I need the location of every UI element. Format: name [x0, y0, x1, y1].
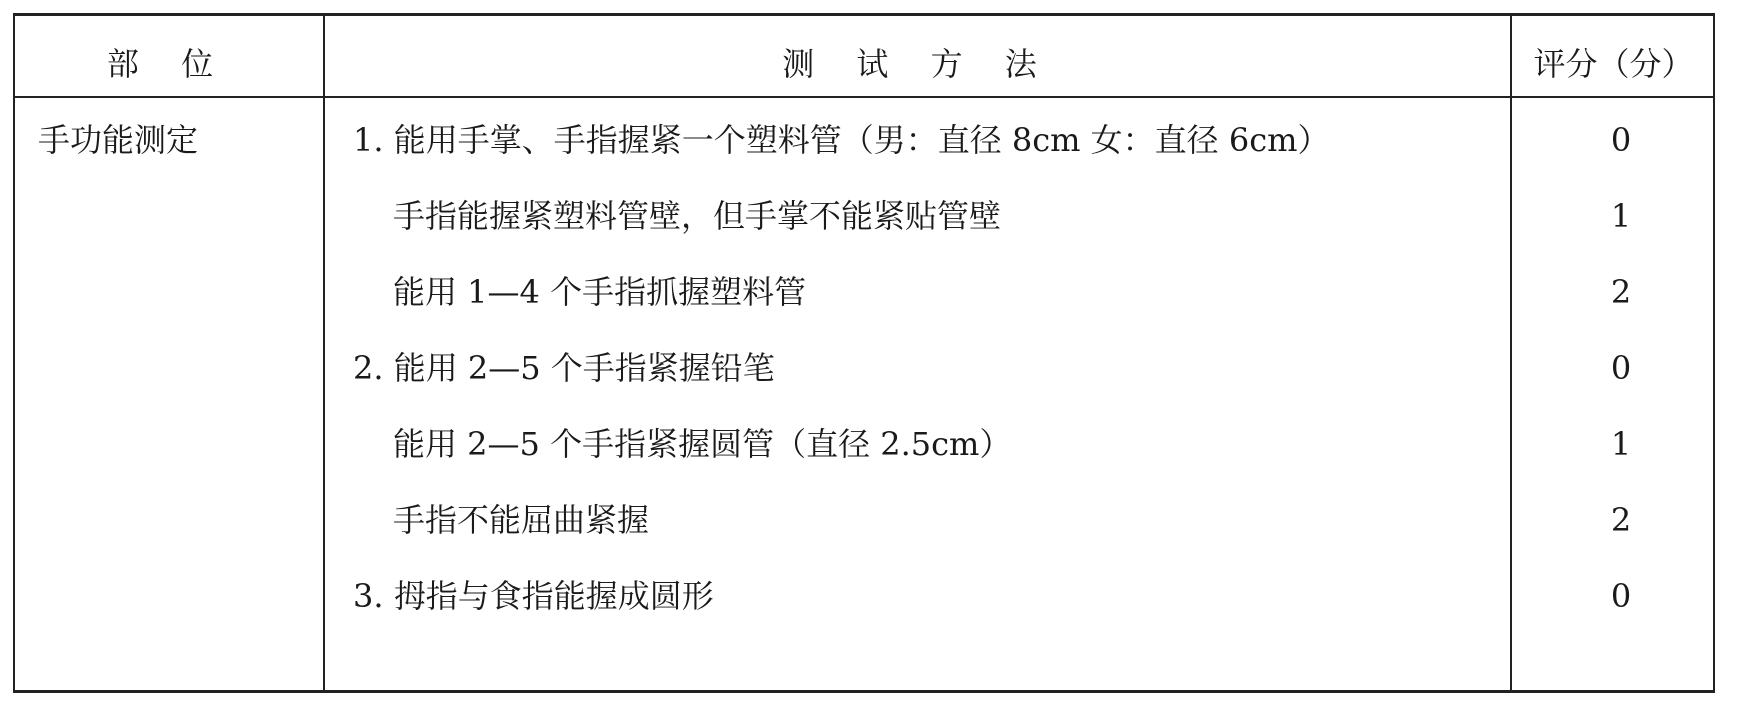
table-row-7-text: 3. 拇指与食指能握成圆形 — [353, 577, 714, 615]
header-part: 部 位 — [106, 45, 230, 83]
table-row-5-score: 1 — [1610, 425, 1632, 463]
table-row-2-score: 1 — [1610, 197, 1632, 235]
table-row-7-score: 0 — [1610, 577, 1632, 615]
header-score: 评分（分） — [1533, 45, 1694, 83]
column-divider-1 — [323, 16, 325, 690]
table-row-4-score: 0 — [1610, 349, 1632, 387]
part-cell: 手功能测定 — [38, 121, 199, 159]
table-row-3-score: 2 — [1610, 273, 1632, 311]
table-row-4-text: 2. 能用 2—5 个手指紧握铅笔 — [353, 349, 775, 387]
header-divider — [13, 96, 1715, 98]
column-divider-2 — [1510, 16, 1512, 690]
table-row-5-text: 能用 2—5 个手指紧握圆管（直径 2.5cm） — [393, 425, 1012, 463]
header-method: 测 试 方 法 — [782, 45, 1053, 83]
table-row-2-text: 手指能握紧塑料管壁，但手掌不能紧贴管壁 — [393, 197, 1002, 235]
test-table — [13, 13, 1715, 693]
table-row-6-text: 手指不能屈曲紧握 — [393, 501, 650, 539]
table-row-3-text: 能用 1—4 个手指抓握塑料管 — [393, 273, 807, 311]
table-row-1-text: 1. 能用手掌、手指握紧一个塑料管（男：直径 8cm 女：直径 6cm） — [353, 121, 1330, 159]
table-row-6-score: 2 — [1610, 501, 1632, 539]
table-left-border — [13, 16, 15, 690]
table-row-1-score: 0 — [1610, 121, 1632, 159]
